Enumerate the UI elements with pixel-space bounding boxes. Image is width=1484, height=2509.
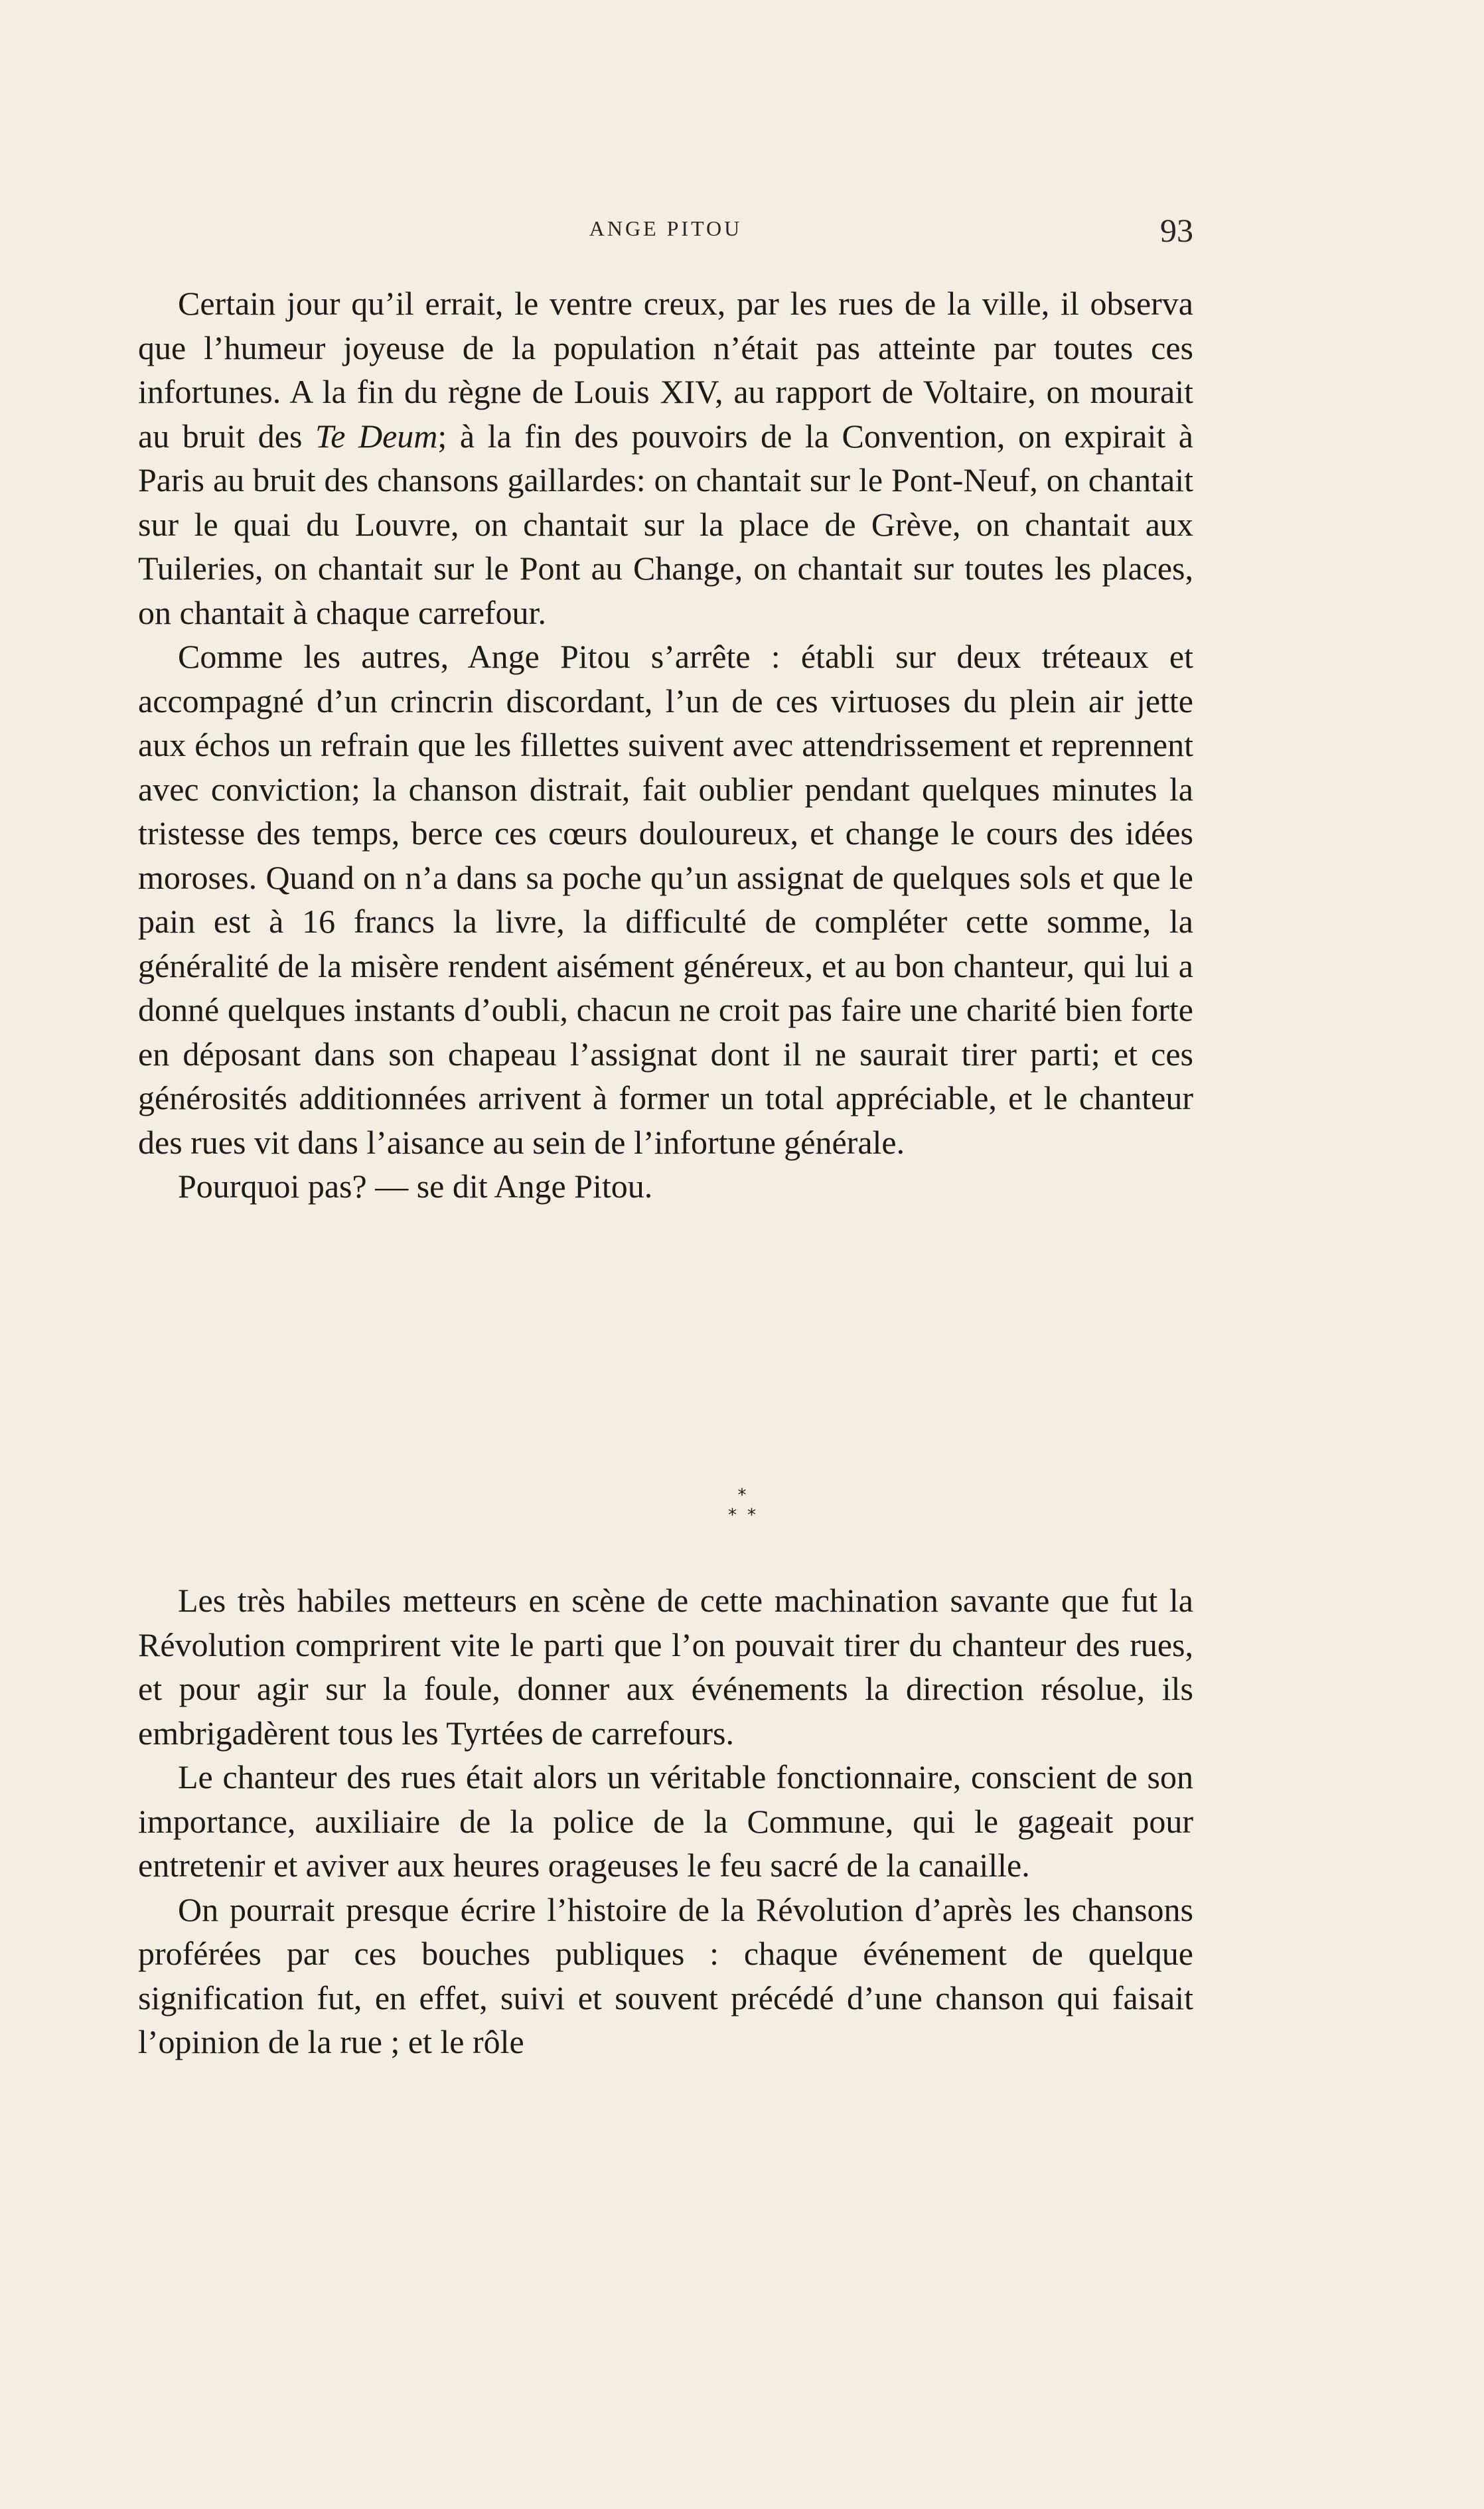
asterism-bottom-row (0, 1505, 1484, 1525)
paragraph-1-end: ; à la fin des pouvoirs de la Convention, on expirait à Paris au bruit des chansons gaillardes: on chantait sur le Pont-Neuf, on chantait sur le quai du Louvre, on chantait sur la place de Grève, on chantait aux Tuileries, on chantait sur le Pont au Change, on chantait sur toutes les places, on chantait à chaque carrefour. (138, 417, 1193, 631)
paragraph-1 (138, 281, 1193, 635)
paragraph-1-start: Certain jour qu’il errait, le ventre creux, par les rues de la ville, il observa que l’humeur joyeuse de la population n’était pas atteinte par toutes ces infortunes. A la fin du règne de Louis XIV, au rapport de Voltaire, on mourait au bruit des (138, 285, 1193, 455)
te-deum-italic: Te Deum (315, 417, 438, 455)
page-number: 93 (1160, 212, 1193, 249)
running-title: ANGE PITOU (589, 216, 743, 240)
asterism-right-star: * (747, 1505, 756, 1525)
section-two (138, 1578, 1193, 2064)
asterism-ornament (0, 1485, 1484, 1525)
page-header (138, 212, 1193, 256)
asterism-left-star: * (728, 1505, 737, 1525)
paragraph-5: Le chanteur des rues était alors un véritable fonctionnaire, conscient de son importance, auxiliaire de la police de la Commune, qui le gageait pour entretenir et aviver aux heures orageuses le feu sacré de la canaille. (138, 1758, 1193, 1884)
paragraph-3: Pourquoi pas? — se dit Ange Pitou. (178, 1168, 653, 1205)
section-one (138, 281, 1193, 1209)
paragraph-6: On pourrait presque écrire l’histoire de la Révolution d’après les chansons proférées par ces bouches publiques : chaque événement de quelque signification fut, en effet, suivi et souvent précédé d’une chanson qui faisait l’opinion de la rue ; et le rôle (138, 1890, 1193, 2060)
asterism-top-star: * (737, 1485, 747, 1505)
paragraph-4: Les très habiles metteurs en scène de cette machination savante que fut la Révolution comprirent vite le parti que l’on pouvait tirer du chanteur des rues, et pour agir sur la foule, donner aux événements la direction résolue, ils embrigadèrent tous les Tyrtées de carrefours. (138, 1582, 1193, 1752)
paragraph-2: Comme les autres, Ange Pitou s’arrête : établi sur deux tréteaux et accompagné d’un crincrin discordant, l’un de ces virtuoses du plein air jette aux échos un refrain que les fillettes suivent avec attendrissement et reprennent avec conviction; la chanson distrait, fait oublier pendant quelques minutes la tristesse des temps, berce ces cœurs douloureux, et change le cours des idées moroses. Quand on n’a dans sa poche qu’un assignat de quelques sols et que le pain est à 16 francs la livre, la difficulté de compléter cette somme, la généralité de la misère rendent aisément généreux, et au bon chanteur, qui lui a donné quelques instants d’oubli, chacun ne croit pas faire une charité bien forte en déposant dans son chapeau l’assignat dont il ne saurait tirer parti; et ces générosités additionnées arrivent à former un total appréciable, et le chanteur des rues vit dans l’aisance au sein de l’infortune générale. (138, 638, 1193, 1161)
